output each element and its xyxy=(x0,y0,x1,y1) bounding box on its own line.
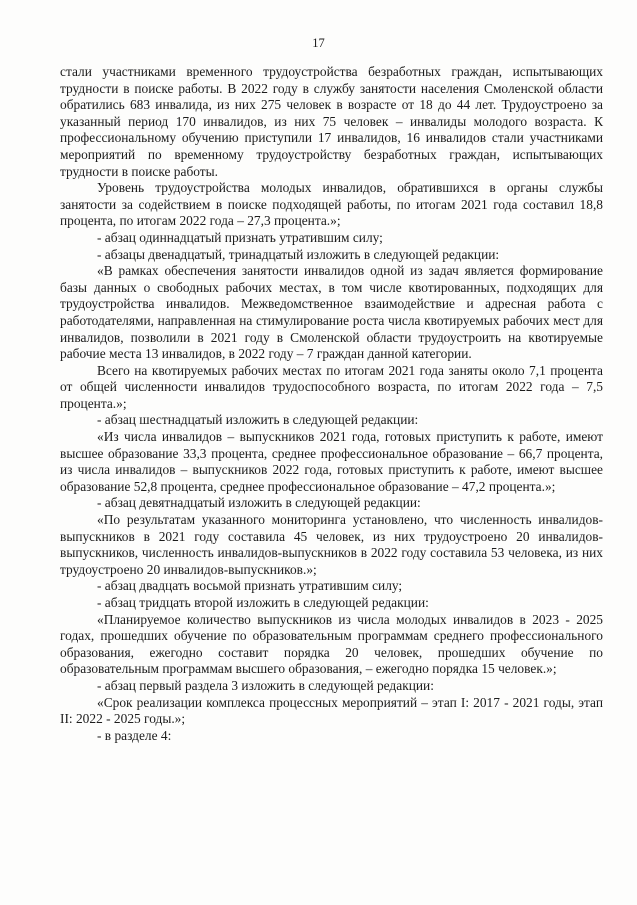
paragraph: «Из числа инвалидов – выпускников 2021 года, готовых приступить к работе, имеют высшее образование 33,3 процента, среднее профессиональное образование – 66,7 процента, из числа инвалидов – выпускников 2022 года, готовых приступить к работе, имеют высшее образование 52,8 процента, среднее профессиональное образование – 47,2 процента.»; xyxy=(60,429,603,494)
paragraph: Уровень трудоустройства молодых инвалидов, обратившихся в органы службы занятости за содействием в поиске подходящей работы, по итогам 2021 года составил 18,8 процента, по итогам 2022 года – 27,3 процента.»; xyxy=(60,180,603,229)
paragraph: Всего на квотируемых рабочих местах по итогам 2021 года заняты около 7,1 процента от общей численности инвалидов трудоспособного возраста, по итогам 2022 года – 7,5 процента.»; xyxy=(60,362,603,411)
list-item: - абзац девятнадцатый изложить в следующей редакции: xyxy=(97,495,421,511)
list-item: - абзац тридцать второй изложить в следующей редакции: xyxy=(97,595,429,610)
list-item: - абзац первый раздела 3 изложить в следующей редакции: xyxy=(97,677,434,693)
list-item: - абзац шестнадцатый изложить в следующей редакции: xyxy=(97,412,419,428)
paragraph: «Планируемое количество выпускников из числа молодых инвалидов в 2023 - 2025 годах, прошедших обучение по образовательным программам среднего профессионального образования, ежегодно составит порядка 20 человек, прошедших обучение по образовательным программам высшего образования, – ежегодно порядка 15 человек.»; xyxy=(60,611,603,677)
paragraph: «По результатам указанного мониторинга установлено, что численность инвалидов-выпускников в 2021 году составила 45 человек, из них трудоустроено 20 инвалидов-выпускников, численность инвалидов-выпускников в 2022 году составила 53 человека, из них трудоустроено 20 инвалидов-выпускников.»; xyxy=(60,512,603,577)
list-item: - абзац одиннадцатый признать утратившим силу; xyxy=(97,229,383,245)
list-item: - абзацы двенадцатый, тринадцатый изложить в следующей редакции: xyxy=(97,246,500,262)
list-item: - в разделе 4: xyxy=(97,727,172,743)
document-body xyxy=(60,64,603,744)
paragraph: «В рамках обеспечения занятости инвалидов одной из задач является формирование базы данных о свободных рабочих местах, в том числе квотированных, подходящих для трудоустройства инвалидов. Межведомственное взаимодействие и адресная работа с работодателями, направленная на стимулирование роста числа квотируемых рабочих мест для инвалидов, позволили в 2021 году в Смоленской области трудоустроить на квотируемые рабочие места 13 инвалидов, в 2022 году – 7 граждан данной категории. xyxy=(60,263,603,362)
list-item: - абзац двадцать восьмой признать утратившим силу; xyxy=(97,578,403,594)
paragraph: «Срок реализации комплекса процессных мероприятий – этап I: 2017 - 2021 годы, этап II: 2022 - 2025 годы.»; xyxy=(60,694,603,727)
paragraph: стали участниками временного трудоустройства безработных граждан, испытывающих трудности в поиске работы. В 2022 году в службу занятости населения Смоленской области обратились 683 инвалида, из них 275 человек в возрасте от 18 до 44 лет. Трудоустроено за указанный период 170 инвалидов, из них 75 человек – инвалиды молодого возраста. К профессиональному обучению приступили 17 инвалидов, 16 инвалидов стали участниками мероприятий по временному трудоустройству безработных граждан, испытывающих трудности в поиске работы. xyxy=(60,64,603,179)
page-number: 17 xyxy=(312,36,325,50)
